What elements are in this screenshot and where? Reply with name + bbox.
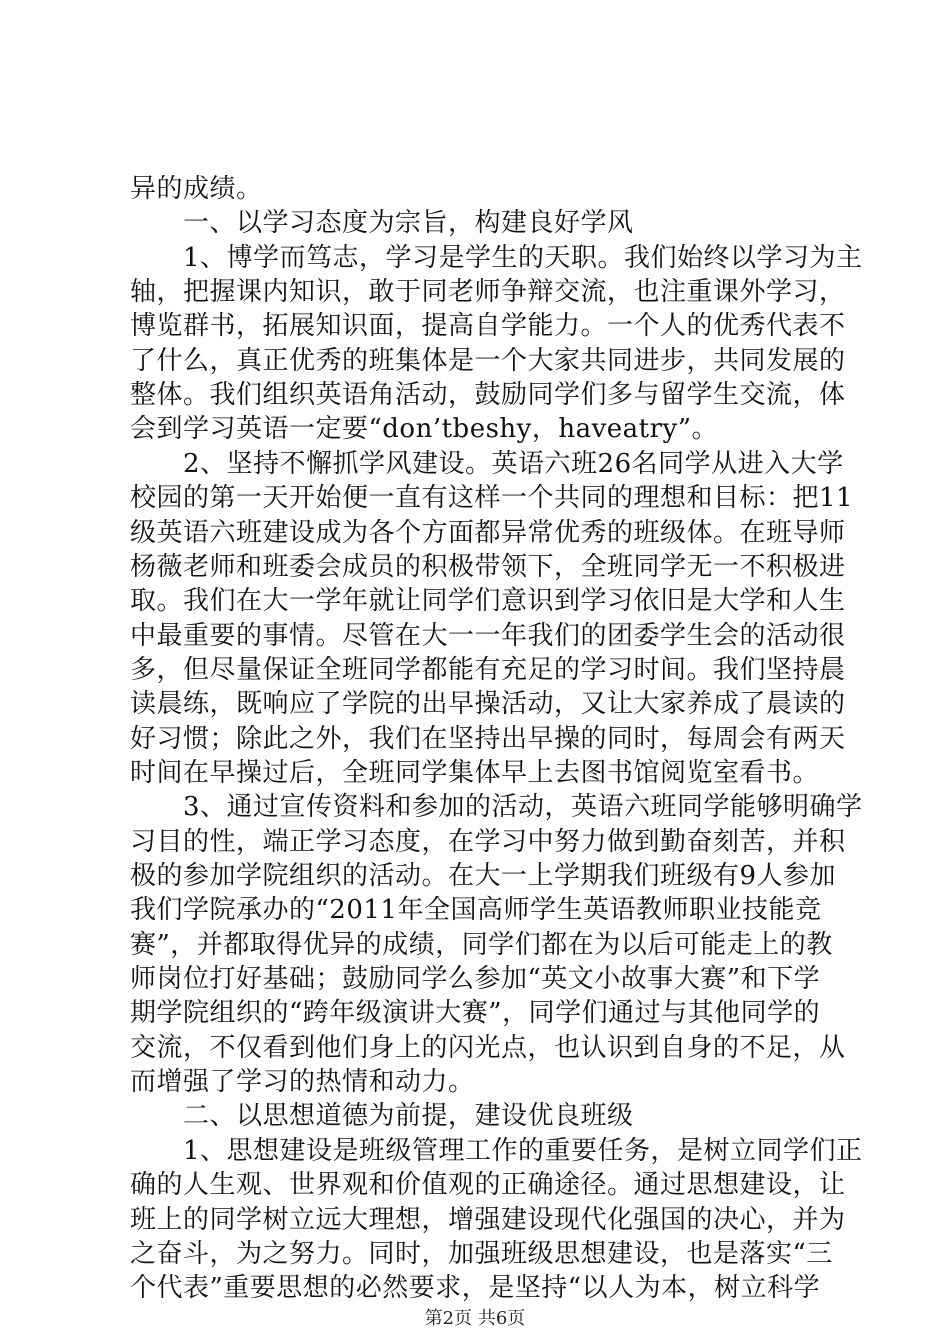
text-line: 班上的同学树立远大理想，增强建设现代化强国的决心，并为 xyxy=(130,1204,846,1235)
text-line: 我们学院承办的“2011年全国高师学生英语教师职业技能竞 xyxy=(130,895,822,926)
text-line: 师岗位打好基础；鼓励同学么参加“英文小故事大赛”和下学 xyxy=(130,964,821,995)
text-line: 之奋斗，为之努力。同时，加强班级思想建设，也是落实“三 xyxy=(130,1238,833,1269)
text-line: 整体。我们组织英语角活动，鼓励同学们多与留学生交流，体 xyxy=(130,380,846,411)
text-line: 个代表”重要思想的必然要求，是坚持“以人为本，树立科学 xyxy=(130,1273,821,1304)
page-footer: 第2页 共6页 xyxy=(424,1308,526,1329)
text-line: 读晨练，既响应了学院的出早操活动，又让大家养成了晨读的 xyxy=(130,689,846,720)
text-line: 取。我们在大一学年就让同学们意识到学习依旧是大学和人生 xyxy=(130,586,846,617)
text-line: 博览群书，拓展知识面，提高自学能力。一个人的优秀代表不 xyxy=(130,311,846,342)
text-line: 中最重要的事情。尽管在大一一年我们的团委学生会的活动很 xyxy=(130,620,846,651)
text-line: 期学院组织的“跨年级演讲大赛”，同学们通过与其他同学的 xyxy=(130,998,821,1029)
text-line: 极的参加学院组织的活动。在大一上学期我们班级有9人参加 xyxy=(130,861,837,891)
text-line: 杨薇老师和班委会成员的积极带领下，全班同学无一不积极进 xyxy=(130,551,846,582)
text-line: 1、博学而笃志，学习是学生的天职。我们始终以学习为主 xyxy=(130,242,863,273)
text-line: 轴，把握课内知识，敢于同老师争辩交流，也注重课外学习， xyxy=(130,277,846,308)
text-line: 2、坚持不懈抓学风建设。英语六班26名同学从进入大学 xyxy=(130,448,844,479)
text-line: 会到学习英语一定要“don’tbeshy，haveatry”。 xyxy=(130,414,719,445)
text-line: 二、以思想道德为前提，建设优良班级 xyxy=(130,1101,634,1132)
text-line: 3、通过宣传资料和参加的活动，英语六班同学能够明确学 xyxy=(130,792,863,823)
text-line: 好习惯；除此之外，我们在坚持出早操的同时，每周会有两天 xyxy=(130,723,846,754)
text-line: 时间在早操过后，全班同学集体早上去图书馆阅览室看书。 xyxy=(130,757,820,788)
text-line: 一、以学习态度为宗旨，构建良好学风 xyxy=(130,208,634,239)
text-line: 校园的第一天开始便一直有这样一个共同的理想和目标：把11 xyxy=(130,483,854,514)
text-line: 多，但尽量保证全班同学都能有充足的学习时间。我们坚持晨 xyxy=(130,654,846,685)
text-line: 交流，不仅看到他们身上的闪光点，也认识到自身的不足，从 xyxy=(130,1032,846,1063)
text-line: 习目的性，端正学习态度，在学习中努力做到勤奋刻苦，并积 xyxy=(130,826,846,857)
text-line: 而增强了学习的热情和动力。 xyxy=(130,1067,475,1098)
text-line: 赛”，并都取得优异的成绩，同学们都在为以后可能走上的教 xyxy=(130,929,833,960)
text-line: 确的人生观、世界观和价值观的正确途径。通过思想建设，让 xyxy=(130,1170,846,1201)
text-line: 1、思想建设是班级管理工作的重要任务，是树立同学们正 xyxy=(130,1135,863,1166)
text-line: 级英语六班建设成为各个方面都异常优秀的班级体。在班导师 xyxy=(130,517,846,548)
text-line: 了什么，真正优秀的班集体是一个大家共同进步，共同发展的 xyxy=(130,345,846,376)
text-line: 异的成绩。 xyxy=(130,174,263,204)
